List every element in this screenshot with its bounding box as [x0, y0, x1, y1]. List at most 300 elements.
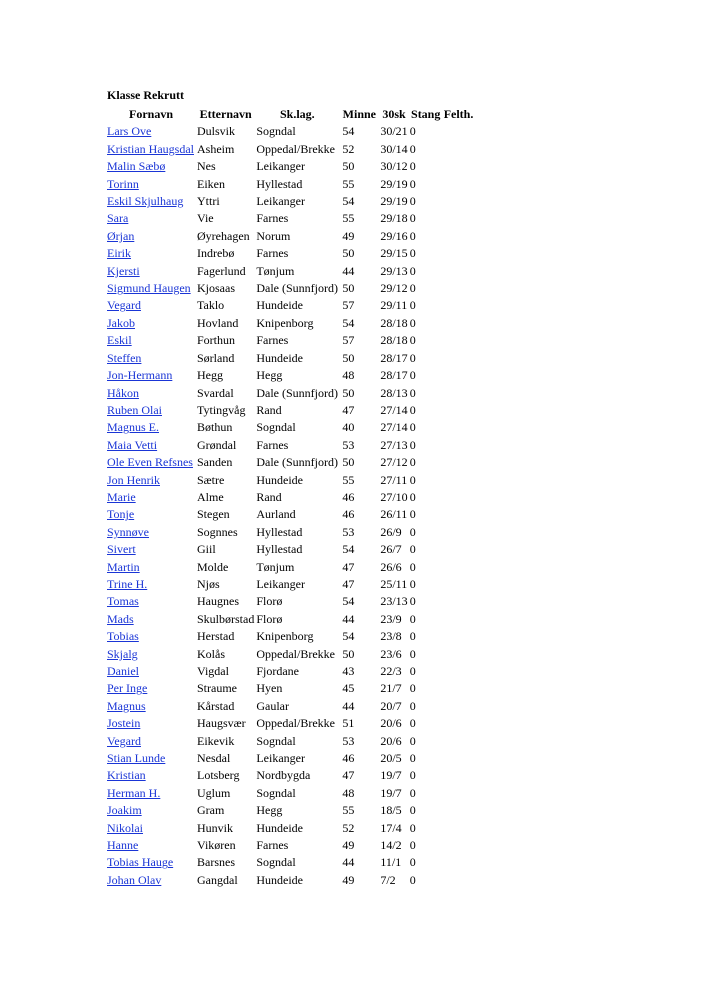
fornavn-link[interactable]: Eskil: [107, 333, 132, 348]
etternavn-cell: Grøndal: [197, 437, 237, 452]
table-row: [106, 767, 474, 784]
sk30-cell: 18/5: [380, 803, 402, 818]
etternavn-cell: Eikevik: [197, 733, 235, 748]
etternavn-cell: Øyrehagen: [197, 228, 250, 243]
table-row: [106, 141, 474, 158]
sk30-cell: 27/12: [380, 455, 408, 470]
stang-cell: 0: [409, 855, 416, 870]
stang-cell: 0: [409, 124, 416, 139]
felth-cell: [443, 680, 475, 697]
sklag-cell: Rand: [256, 402, 282, 417]
fornavn-cell: [106, 576, 196, 593]
stang-cell: 0: [409, 785, 416, 800]
felth-cell: [443, 802, 475, 819]
stang-cell: 0: [409, 542, 416, 557]
fornavn-link[interactable]: Tomas: [107, 594, 139, 609]
fornavn-cell: [106, 802, 196, 819]
minne-cell: 49: [342, 228, 355, 243]
sk30-cell: 20/6: [380, 716, 402, 731]
etternavn-cell: Tytingvåg: [197, 402, 246, 417]
felth-cell: [443, 611, 475, 628]
minne-cell: 54: [342, 629, 355, 644]
fornavn-cell: [106, 680, 196, 697]
table-row: [106, 680, 474, 697]
table-row: [106, 350, 474, 367]
etternavn-cell: Bøthun: [197, 420, 233, 435]
sklag-cell: Hyen: [256, 681, 283, 696]
sklag-cell: Sogndal: [256, 124, 296, 139]
sklag-cell: Leikanger: [256, 159, 305, 174]
sk30-cell: 30/21: [380, 124, 408, 139]
sk30-cell: 27/11: [380, 472, 408, 487]
table-row: [106, 367, 474, 384]
fornavn-link[interactable]: Johan Olav: [107, 872, 162, 887]
fornavn-link[interactable]: Vegard: [107, 298, 141, 313]
fornavn-cell: [106, 158, 196, 175]
felth-cell: [443, 454, 475, 471]
sklag-cell: Florø: [256, 611, 283, 626]
etternavn-cell: Asheim: [197, 141, 235, 156]
etternavn-cell: Alme: [197, 489, 224, 504]
sk30-cell: 23/8: [380, 629, 402, 644]
fornavn-link[interactable]: Jon-Hermann: [107, 368, 173, 383]
sklag-cell: Hundeide: [256, 298, 303, 313]
felth-cell: [443, 698, 475, 715]
fornavn-cell: [106, 402, 196, 419]
felth-cell: [443, 419, 475, 436]
stang-cell: 0: [409, 281, 416, 296]
stang-cell: 0: [409, 646, 416, 661]
etternavn-cell: Nes: [197, 159, 216, 174]
minne-cell: 51: [342, 716, 355, 731]
sk30-cell: 29/19: [380, 176, 408, 191]
sk30-cell: 29/15: [380, 246, 408, 261]
fornavn-link[interactable]: Tobias Hauge: [107, 855, 174, 870]
stang-cell: 0: [409, 507, 416, 522]
fornavn-cell: [106, 141, 196, 158]
felth-cell: [443, 524, 475, 541]
table-row: [106, 280, 474, 297]
fornavn-link[interactable]: Ole Even Refsnes: [107, 455, 193, 470]
table-row: [106, 332, 474, 349]
fornavn-link[interactable]: Kjersti: [107, 263, 140, 278]
etternavn-cell: Stegen: [197, 507, 230, 522]
fornavn-cell: [106, 123, 196, 140]
sk30-cell: 29/11: [380, 298, 408, 313]
fornavn-cell: [106, 472, 196, 489]
felth-cell: [443, 297, 475, 314]
table-row: [106, 559, 474, 576]
fornavn-link[interactable]: Sivert: [107, 542, 136, 557]
header-felth: Felth.: [443, 107, 474, 121]
fornavn-link[interactable]: Torinn: [107, 176, 139, 191]
sk30-cell: 20/6: [380, 733, 402, 748]
stang-cell: 0: [409, 176, 416, 191]
etternavn-cell: Vikøren: [197, 838, 236, 853]
felth-cell: [443, 350, 475, 367]
sklag-cell: Farnes: [256, 838, 289, 853]
minne-cell: 54: [342, 542, 355, 557]
fornavn-link[interactable]: Vegard: [107, 733, 141, 748]
stang-cell: 0: [409, 751, 416, 766]
minne-cell: 54: [342, 194, 355, 209]
stang-cell: 0: [409, 159, 416, 174]
felth-cell: [443, 315, 475, 332]
minne-cell: 53: [342, 524, 355, 539]
stang-cell: 0: [409, 820, 416, 835]
stang-cell: 0: [409, 524, 416, 539]
fornavn-link[interactable]: Sara: [107, 211, 129, 226]
page-title: Klasse Rekrutt: [107, 88, 184, 102]
minne-cell: 57: [342, 333, 355, 348]
felth-cell: [443, 193, 475, 210]
etternavn-cell: Svardal: [197, 385, 234, 400]
fornavn-link[interactable]: Marie: [107, 489, 136, 504]
stang-cell: 0: [409, 594, 416, 609]
fornavn-cell: [106, 750, 196, 767]
felth-cell: [443, 228, 475, 245]
felth-cell: [443, 593, 475, 610]
table-row: [106, 437, 474, 454]
felth-cell: [443, 402, 475, 419]
table-row: [106, 263, 474, 280]
sklag-cell: Hyllestad: [256, 176, 303, 191]
fornavn-link[interactable]: Trine H.: [107, 576, 148, 591]
stang-cell: 0: [409, 350, 416, 365]
sk30-cell: 26/7: [380, 542, 402, 557]
sk30-cell: 23/6: [380, 646, 402, 661]
fornavn-link[interactable]: Stian Lunde: [107, 751, 166, 766]
felth-cell: [443, 559, 475, 576]
etternavn-cell: Kjosaas: [197, 281, 235, 296]
fornavn-link[interactable]: Jostein: [107, 716, 141, 731]
minne-cell: 55: [342, 176, 355, 191]
sk30-cell: 26/11: [380, 507, 408, 522]
felth-cell: [443, 141, 475, 158]
table-row: [106, 489, 474, 506]
etternavn-cell: Haugsvær: [197, 716, 246, 731]
stang-cell: 0: [409, 455, 416, 470]
sklag-cell: Farnes: [256, 246, 289, 261]
fornavn-cell: [106, 646, 196, 663]
fornavn-link[interactable]: Håkon: [107, 385, 139, 400]
fornavn-link[interactable]: Skjalg: [107, 646, 138, 661]
sk30-cell: 26/6: [380, 559, 402, 574]
etternavn-cell: Kårstad: [197, 698, 235, 713]
minne-cell: 44: [342, 855, 355, 870]
fornavn-cell: [106, 541, 196, 558]
sklag-cell: Hundeide: [256, 872, 303, 887]
fornavn-cell: [106, 785, 196, 802]
stang-cell: 0: [409, 576, 416, 591]
sk30-cell: 29/13: [380, 263, 408, 278]
etternavn-cell: Indrebø: [197, 246, 235, 261]
fornavn-link[interactable]: Jon Henrik: [107, 472, 160, 487]
fornavn-link[interactable]: Kristian: [107, 768, 146, 783]
fornavn-link[interactable]: Magnus: [107, 698, 146, 713]
minne-cell: 50: [342, 246, 355, 261]
minne-cell: 45: [342, 681, 355, 696]
sk30-cell: 30/12: [380, 159, 408, 174]
fornavn-link[interactable]: Eskil Skjulhaug: [107, 194, 184, 209]
felth-cell: [443, 872, 475, 889]
sklag-cell: Oppedal/Brekke: [256, 141, 335, 156]
minne-cell: 49: [342, 838, 355, 853]
sk30-cell: 23/13: [380, 594, 408, 609]
stang-cell: 0: [409, 489, 416, 504]
sklag-cell: Farnes: [256, 437, 289, 452]
minne-cell: 50: [342, 455, 355, 470]
sk30-cell: 27/13: [380, 437, 408, 452]
fornavn-link[interactable]: Joakim: [107, 803, 142, 818]
minne-cell: 47: [342, 402, 355, 417]
header-stang: Stang: [411, 107, 441, 121]
header-sklag: Sk.lag.: [280, 107, 315, 121]
stang-cell: 0: [409, 228, 416, 243]
table-row: [106, 541, 474, 558]
fornavn-link[interactable]: Lars Ove: [107, 124, 152, 139]
etternavn-cell: Straume: [197, 681, 237, 696]
sklag-cell: Hundeide: [256, 350, 303, 365]
stang-cell: 0: [409, 872, 416, 887]
fornavn-cell: [106, 715, 196, 732]
table-row: [106, 872, 474, 889]
fornavn-link[interactable]: Tobias: [107, 629, 139, 644]
sklag-cell: Dale (Sunnfjord): [256, 385, 338, 400]
minne-cell: 55: [342, 803, 355, 818]
etternavn-cell: Sørland: [197, 350, 235, 365]
table-row: [106, 245, 474, 262]
felth-cell: [443, 367, 475, 384]
felth-cell: [443, 385, 475, 402]
felth-cell: [443, 785, 475, 802]
etternavn-cell: Taklo: [197, 298, 225, 313]
stang-cell: 0: [409, 629, 416, 644]
etternavn-cell: Lotsberg: [197, 768, 240, 783]
sk30-cell: 27/10: [380, 489, 408, 504]
felth-cell: [443, 576, 475, 593]
etternavn-cell: Molde: [197, 559, 229, 574]
sklag-cell: Dale (Sunnfjord): [256, 281, 338, 296]
minne-cell: 54: [342, 315, 355, 330]
sk30-cell: 21/7: [380, 681, 402, 696]
sklag-cell: Leikanger: [256, 751, 305, 766]
fornavn-cell: [106, 820, 196, 837]
felth-cell: [443, 820, 475, 837]
sklag-cell: Aurland: [256, 507, 296, 522]
fornavn-link[interactable]: Ruben Olai: [107, 402, 162, 417]
table-row: [106, 123, 474, 140]
sk30-cell: 11/1: [380, 855, 402, 870]
fornavn-cell: [106, 385, 196, 402]
sklag-cell: Knipenborg: [256, 629, 314, 644]
felth-cell: [443, 332, 475, 349]
fornavn-cell: [106, 280, 196, 297]
etternavn-cell: Kolås: [197, 646, 225, 661]
felth-cell: [443, 263, 475, 280]
table-row: [106, 785, 474, 802]
fornavn-cell: [106, 767, 196, 784]
fornavn-link[interactable]: Ørjan: [107, 228, 135, 243]
etternavn-cell: Sætre: [197, 472, 225, 487]
sk30-cell: 26/9: [380, 524, 402, 539]
sklag-cell: Hyllestad: [256, 542, 303, 557]
minne-cell: 48: [342, 368, 355, 383]
sklag-cell: Fjordane: [256, 664, 299, 678]
fornavn-cell: [106, 315, 196, 332]
etternavn-cell: Sognnes: [197, 524, 238, 539]
felth-cell: [443, 506, 475, 523]
stang-cell: 0: [409, 141, 416, 156]
sklag-cell: Sogndal: [256, 420, 296, 435]
minne-cell: 50: [342, 350, 355, 365]
etternavn-cell: Giil: [197, 542, 216, 557]
fornavn-cell: [106, 367, 196, 384]
felth-cell: [443, 123, 475, 140]
fornavn-link[interactable]: Martin: [107, 559, 140, 574]
sklag-cell: Hundeide: [256, 820, 303, 835]
etternavn-cell: Dulsvik: [197, 124, 236, 139]
stang-cell: 0: [409, 733, 416, 748]
sklag-cell: Hundeide: [256, 472, 303, 487]
fornavn-link[interactable]: Herman H.: [107, 785, 161, 800]
fornavn-link[interactable]: Daniel: [107, 664, 139, 678]
etternavn-cell: Hovland: [197, 315, 239, 330]
table-row: [106, 193, 474, 210]
sk30-cell: 28/17: [380, 368, 408, 383]
fornavn-cell: [106, 245, 196, 262]
etternavn-cell: Vie: [197, 211, 214, 226]
felth-cell: [443, 472, 475, 489]
table-row: [106, 454, 474, 471]
etternavn-cell: Njøs: [197, 576, 220, 591]
sk30-cell: 28/13: [380, 385, 408, 400]
minne-cell: 53: [342, 733, 355, 748]
etternavn-cell: Gram: [197, 803, 225, 818]
table-row: [106, 663, 474, 680]
sklag-cell: Nordbygda: [256, 768, 311, 783]
sklag-cell: Knipenborg: [256, 315, 314, 330]
fornavn-link[interactable]: Sigmund Haugen: [107, 281, 191, 296]
fornavn-cell: [106, 350, 196, 367]
sklag-cell: Tønjum: [256, 559, 295, 574]
fornavn-link[interactable]: Kristian Haugsdal: [107, 141, 194, 156]
sk30-cell: 30/14: [380, 141, 408, 156]
sklag-cell: Hegg: [256, 803, 283, 818]
fornavn-cell: [106, 297, 196, 314]
minne-cell: 46: [342, 489, 355, 504]
stang-cell: 0: [409, 716, 416, 731]
fornavn-link[interactable]: Hanne: [107, 838, 139, 853]
table-row: [106, 750, 474, 767]
stang-cell: 0: [409, 402, 416, 417]
fornavn-cell: [106, 628, 196, 645]
felth-cell: [443, 245, 475, 262]
minne-cell: 50: [342, 646, 355, 661]
header-row: [106, 106, 474, 123]
etternavn-cell: Nesdal: [197, 751, 231, 766]
etternavn-cell: Skulbørstad: [197, 611, 255, 626]
sklag-cell: Hegg: [256, 368, 283, 383]
fornavn-link[interactable]: Eirik: [107, 246, 131, 261]
minne-cell: 46: [342, 507, 355, 522]
sklag-cell: Sogndal: [256, 785, 296, 800]
fornavn-cell: [106, 733, 196, 750]
table-row: [106, 176, 474, 193]
sk30-cell: 29/18: [380, 211, 408, 226]
fornavn-cell: [106, 210, 196, 227]
minne-cell: 52: [342, 141, 355, 156]
fornavn-cell: [106, 454, 196, 471]
minne-cell: 52: [342, 820, 355, 835]
sk30-cell: 29/16: [380, 228, 408, 243]
minne-cell: 44: [342, 698, 355, 713]
table-row: [106, 385, 474, 402]
fornavn-link[interactable]: Steffen: [107, 350, 142, 365]
sk30-cell: 19/7: [380, 785, 402, 800]
sk30-cell: 22/3: [380, 664, 402, 678]
fornavn-link[interactable]: Malin Sæbø: [107, 159, 166, 174]
minne-cell: 40: [342, 420, 355, 435]
stang-cell: 0: [409, 768, 416, 783]
table-row: [106, 820, 474, 837]
fornavn-link[interactable]: Maia Vetti: [107, 437, 158, 452]
header-fornavn: Fornavn: [128, 107, 173, 121]
minne-cell: 49: [342, 872, 355, 887]
fornavn-link[interactable]: Synnøve: [107, 524, 149, 539]
etternavn-cell: Hegg: [197, 368, 223, 383]
minne-cell: 50: [342, 385, 355, 400]
sk30-cell: 20/7: [380, 698, 402, 713]
sklag-cell: Sogndal: [256, 733, 296, 748]
fornavn-link[interactable]: Jakob: [107, 315, 135, 330]
fornavn-link[interactable]: Magnus E.: [107, 420, 159, 435]
etternavn-cell: Fagerlund: [197, 263, 246, 278]
table-row: [106, 593, 474, 610]
minne-cell: 43: [342, 664, 355, 678]
fornavn-cell: [106, 228, 196, 245]
fornavn-link[interactable]: Nikolai: [107, 820, 143, 835]
fornavn-link[interactable]: Per Inge: [107, 681, 148, 696]
etternavn-cell: Sanden: [197, 455, 233, 470]
fornavn-link[interactable]: Tonje: [107, 507, 135, 522]
stang-cell: 0: [409, 211, 416, 226]
table-row: [106, 297, 474, 314]
fornavn-link[interactable]: Mads: [107, 611, 134, 626]
stang-cell: 0: [409, 698, 416, 713]
stang-cell: 0: [409, 194, 416, 209]
fornavn-cell: [106, 854, 196, 871]
felth-cell: [443, 628, 475, 645]
sklag-cell: Gaular: [256, 698, 289, 713]
sk30-cell: 7/2: [380, 872, 396, 887]
etternavn-cell: Yttri: [197, 194, 220, 209]
header-etternavn: Etternavn: [199, 107, 252, 121]
stang-cell: 0: [409, 437, 416, 452]
sklag-cell: Hyllestad: [256, 524, 303, 539]
sk30-cell: 27/14: [380, 420, 408, 435]
etternavn-cell: Vigdal: [197, 664, 229, 678]
stang-cell: 0: [409, 611, 416, 626]
sklag-cell: Rand: [256, 489, 282, 504]
fornavn-cell: [106, 611, 196, 628]
minne-cell: 50: [342, 159, 355, 174]
sk30-cell: 20/5: [380, 751, 402, 766]
felth-cell: [443, 541, 475, 558]
sk30-cell: 27/14: [380, 402, 408, 417]
sk30-cell: 17/4: [380, 820, 402, 835]
stang-cell: 0: [409, 385, 416, 400]
